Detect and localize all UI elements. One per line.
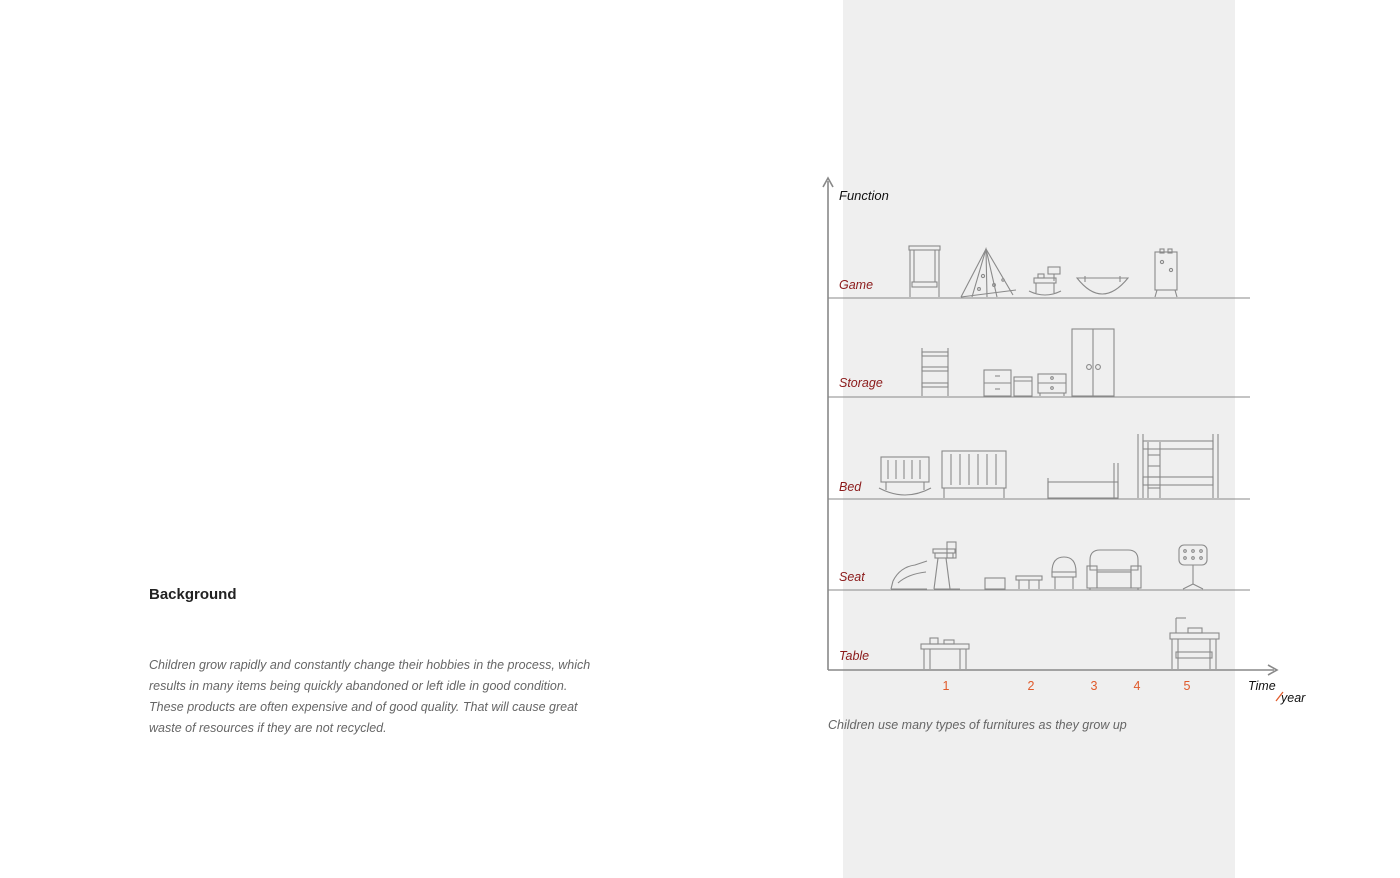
step-stool-icon xyxy=(985,578,1005,589)
low-table-icon xyxy=(921,638,969,669)
tick-label: 5 xyxy=(1183,679,1191,693)
single-bed-icon xyxy=(1048,463,1118,498)
activity-board-icon xyxy=(1155,249,1177,297)
x-axis-unit-label: year xyxy=(1281,691,1306,705)
nightstand-icon xyxy=(1038,374,1066,396)
paragraph-line: waste of resources if they are not recycled. xyxy=(149,721,387,735)
x-axis-label: Time xyxy=(1248,679,1276,693)
small-chair-icon xyxy=(1052,557,1076,589)
rocking-cradle-icon xyxy=(879,457,931,495)
ladder-shelf-icon xyxy=(922,348,948,396)
armchair-icon xyxy=(1087,550,1141,590)
category-label-seat: Seat xyxy=(839,570,865,584)
balance-board-icon xyxy=(1077,276,1128,294)
y-axis-label: Function xyxy=(839,188,889,203)
bouncer-icon xyxy=(891,561,927,589)
axes xyxy=(823,178,1277,675)
paragraph-line: results in many items being quickly abandoned or left idle in good condition. xyxy=(149,679,568,693)
rocking-horse-icon xyxy=(1029,267,1061,295)
tent-icon xyxy=(961,249,1016,297)
tick-label: 3 xyxy=(1090,679,1098,693)
tick-label: 4 xyxy=(1133,679,1141,693)
section-heading: Background xyxy=(149,586,237,603)
paragraph-line: These products are often expensive and of good quality. That will cause great xyxy=(149,700,578,714)
diagram-caption: Children use many types of furnitures as they grow up xyxy=(828,718,1127,732)
tick-label: 1 xyxy=(942,679,950,693)
desk-icon xyxy=(1170,618,1219,669)
high-chair-icon xyxy=(933,542,960,589)
category-label-game: Game xyxy=(839,278,874,292)
wardrobe-icon xyxy=(1072,329,1114,396)
low-stool-icon xyxy=(1016,576,1042,589)
category-label-storage: Storage xyxy=(839,376,883,390)
bunk-bed-icon xyxy=(1138,434,1218,498)
small-box-icon xyxy=(1014,377,1032,396)
drawer-unit-icon xyxy=(984,370,1011,396)
category-label-bed: Bed xyxy=(839,480,862,494)
swing-icon xyxy=(909,246,940,297)
paragraph-line: Children grow rapidly and constantly change their hobbies in the process, which xyxy=(149,658,591,672)
shelf-lines xyxy=(828,298,1250,590)
category-label-table: Table xyxy=(839,649,870,663)
tick-label: 2 xyxy=(1027,679,1035,693)
desk-chair-icon xyxy=(1179,545,1207,589)
crib-icon xyxy=(942,451,1006,498)
